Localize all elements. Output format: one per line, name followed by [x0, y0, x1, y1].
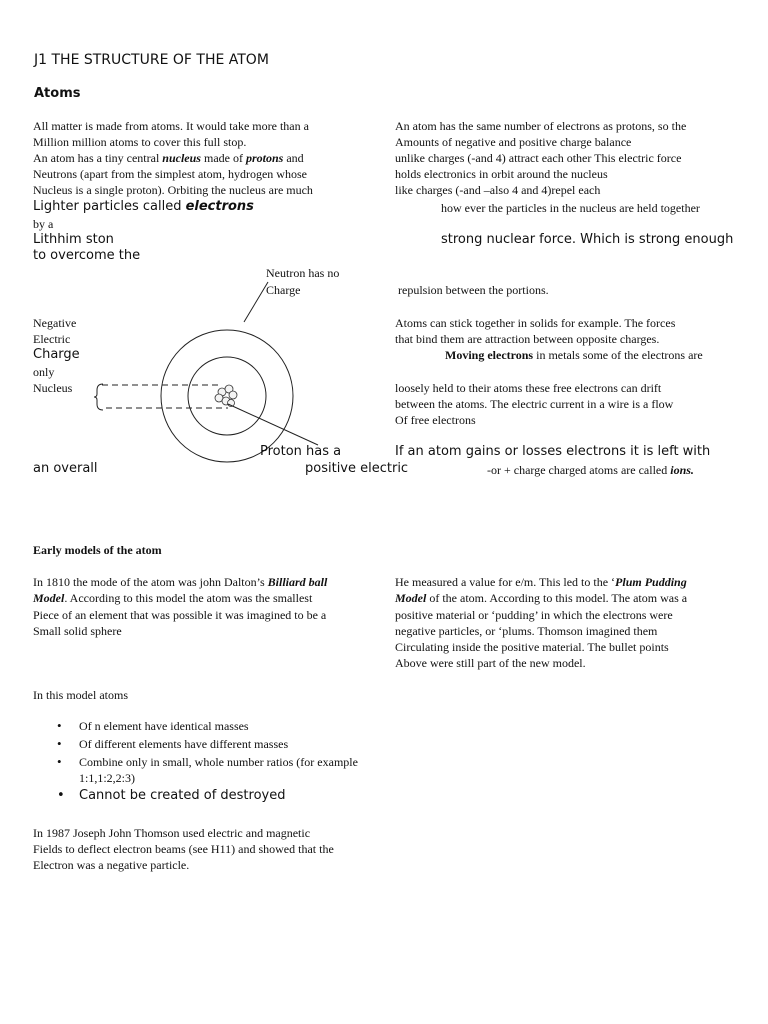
right-line-14: Of free electrons — [395, 413, 476, 427]
list-item: • Cannot be created of destroyed — [33, 788, 358, 804]
negative-label-4: only — [33, 365, 55, 379]
left-line-3: An atom has a tiny central nucleus made of protons and — [33, 151, 304, 165]
left-line-7: by a — [33, 217, 54, 231]
page-title: J1 THE STRUCTURE OF THE ATOM — [34, 52, 269, 68]
proton-label: Proton has a — [260, 444, 342, 459]
dalton-line-2: Model. According to this model the atom was the smallest — [33, 591, 313, 605]
thomson-line-4: negative particles, or ‘plums. Thomson imagined them — [395, 624, 658, 638]
early-models-heading: Early models of the atom — [33, 543, 162, 557]
neutron-label-2: Charge — [266, 283, 301, 297]
proton-pointer-line — [228, 404, 318, 445]
right-line-2: Amounts of negative and positive charge balance — [395, 135, 632, 149]
left-line-5: Nucleus is a single proton). Orbiting the nucleus are much — [33, 183, 313, 197]
right-line-9: Atoms can stick together in solids for example. The forces — [395, 316, 676, 330]
model-bullet-list — [33, 718, 358, 806]
thomson-line-6: Above were still part of the new model. — [395, 656, 586, 670]
dalton-line-4: Small solid sphere — [33, 624, 122, 638]
outer-electron-shell — [161, 330, 293, 462]
left-line-2: Million million atoms to cover this full stop. — [33, 135, 247, 149]
right-line-15: If an atom gains or losses electrons it is left with — [395, 444, 711, 459]
negative-label-1: Negative — [33, 316, 77, 330]
right-line-4: holds electronics in orbit around the nucleus — [395, 167, 608, 181]
thomson-para-line-1: In 1987 Joseph John Thomson used electric and magnetic — [33, 826, 311, 840]
negative-label-2: Electric — [33, 332, 71, 346]
dalton-line-1: In 1810 the mode of the atom was john Dalton’s Billiard ball — [33, 575, 328, 589]
right-line-16: -or + charge charged atoms are called ions. — [487, 463, 694, 477]
right-line-13: between the atoms. The electric current in a wire is a flow — [395, 397, 674, 411]
right-line-10: that bind them are attraction between opposite charges. — [395, 332, 660, 346]
overall-label: an overall — [33, 461, 98, 476]
list-item-continuation: 1:1,1:2,2:3) — [79, 771, 135, 785]
left-line-6: Lighter particles called electrons — [33, 199, 254, 214]
thomson-line-2: Model of the atom. According to this model. The atom was a — [395, 591, 688, 605]
thomson-para-line-2: Fields to deflect electron beams (see H11) and showed that the — [33, 842, 334, 856]
positive-electric-label: positive electric — [305, 461, 409, 476]
right-line-1: An atom has the same number of electrons as protons, so the — [395, 119, 687, 133]
left-line-1: All matter is made from atoms. It would take more than a — [33, 119, 309, 133]
list-item: • Combine only in small, whole number ratios (for example — [33, 754, 358, 770]
thomson-line-5: Circulating inside the positive material. The bullet points — [395, 640, 669, 654]
thomson-line-3: positive material or ‘pudding’ in which the electrons were — [395, 608, 673, 622]
thomson-para-line-3: Electron was a negative particle. — [33, 858, 190, 872]
dalton-line-3: Piece of an element that was possible it was imagined to be a — [33, 608, 327, 622]
nucleus-brace — [94, 384, 103, 410]
right-line-6: how ever the particles in the nucleus are held together — [441, 201, 700, 215]
right-line-7: strong nuclear force. Which is strong enough — [441, 232, 734, 247]
left-line-4: Neutrons (apart from the simplest atom, hydrogen whose — [33, 167, 307, 181]
left-line-9: to overcome the — [33, 248, 141, 263]
model-intro: In this model atoms — [33, 688, 128, 702]
inner-electron-shell — [188, 357, 266, 435]
atoms-heading: Atoms — [34, 86, 81, 101]
right-line-3: unlike charges (-and 4) attract each other This electric force — [395, 151, 682, 165]
right-line-8: repulsion between the portions. — [398, 283, 549, 297]
right-line-5: like charges (-and –also 4 and 4)repel each — [395, 183, 601, 197]
nucleus-label: Nucleus — [33, 381, 73, 395]
nucleus-particles — [215, 385, 237, 407]
neutron-pointer-line — [244, 282, 268, 322]
negative-label-3: Charge — [33, 347, 80, 362]
left-line-8: Lithhim ston — [33, 232, 114, 247]
thomson-line-1: He measured a value for e/m. This led to the ‘Plum Pudding — [395, 575, 687, 589]
list-item: • Of different elements have different masses — [33, 736, 358, 752]
right-line-12: loosely held to their atoms these free electrons can drift — [395, 381, 662, 395]
list-item: • Of n element have identical masses — [33, 718, 358, 734]
right-line-11: Moving electrons in metals some of the electrons are — [445, 348, 703, 362]
neutron-label-1: Neutron has no — [266, 266, 340, 280]
